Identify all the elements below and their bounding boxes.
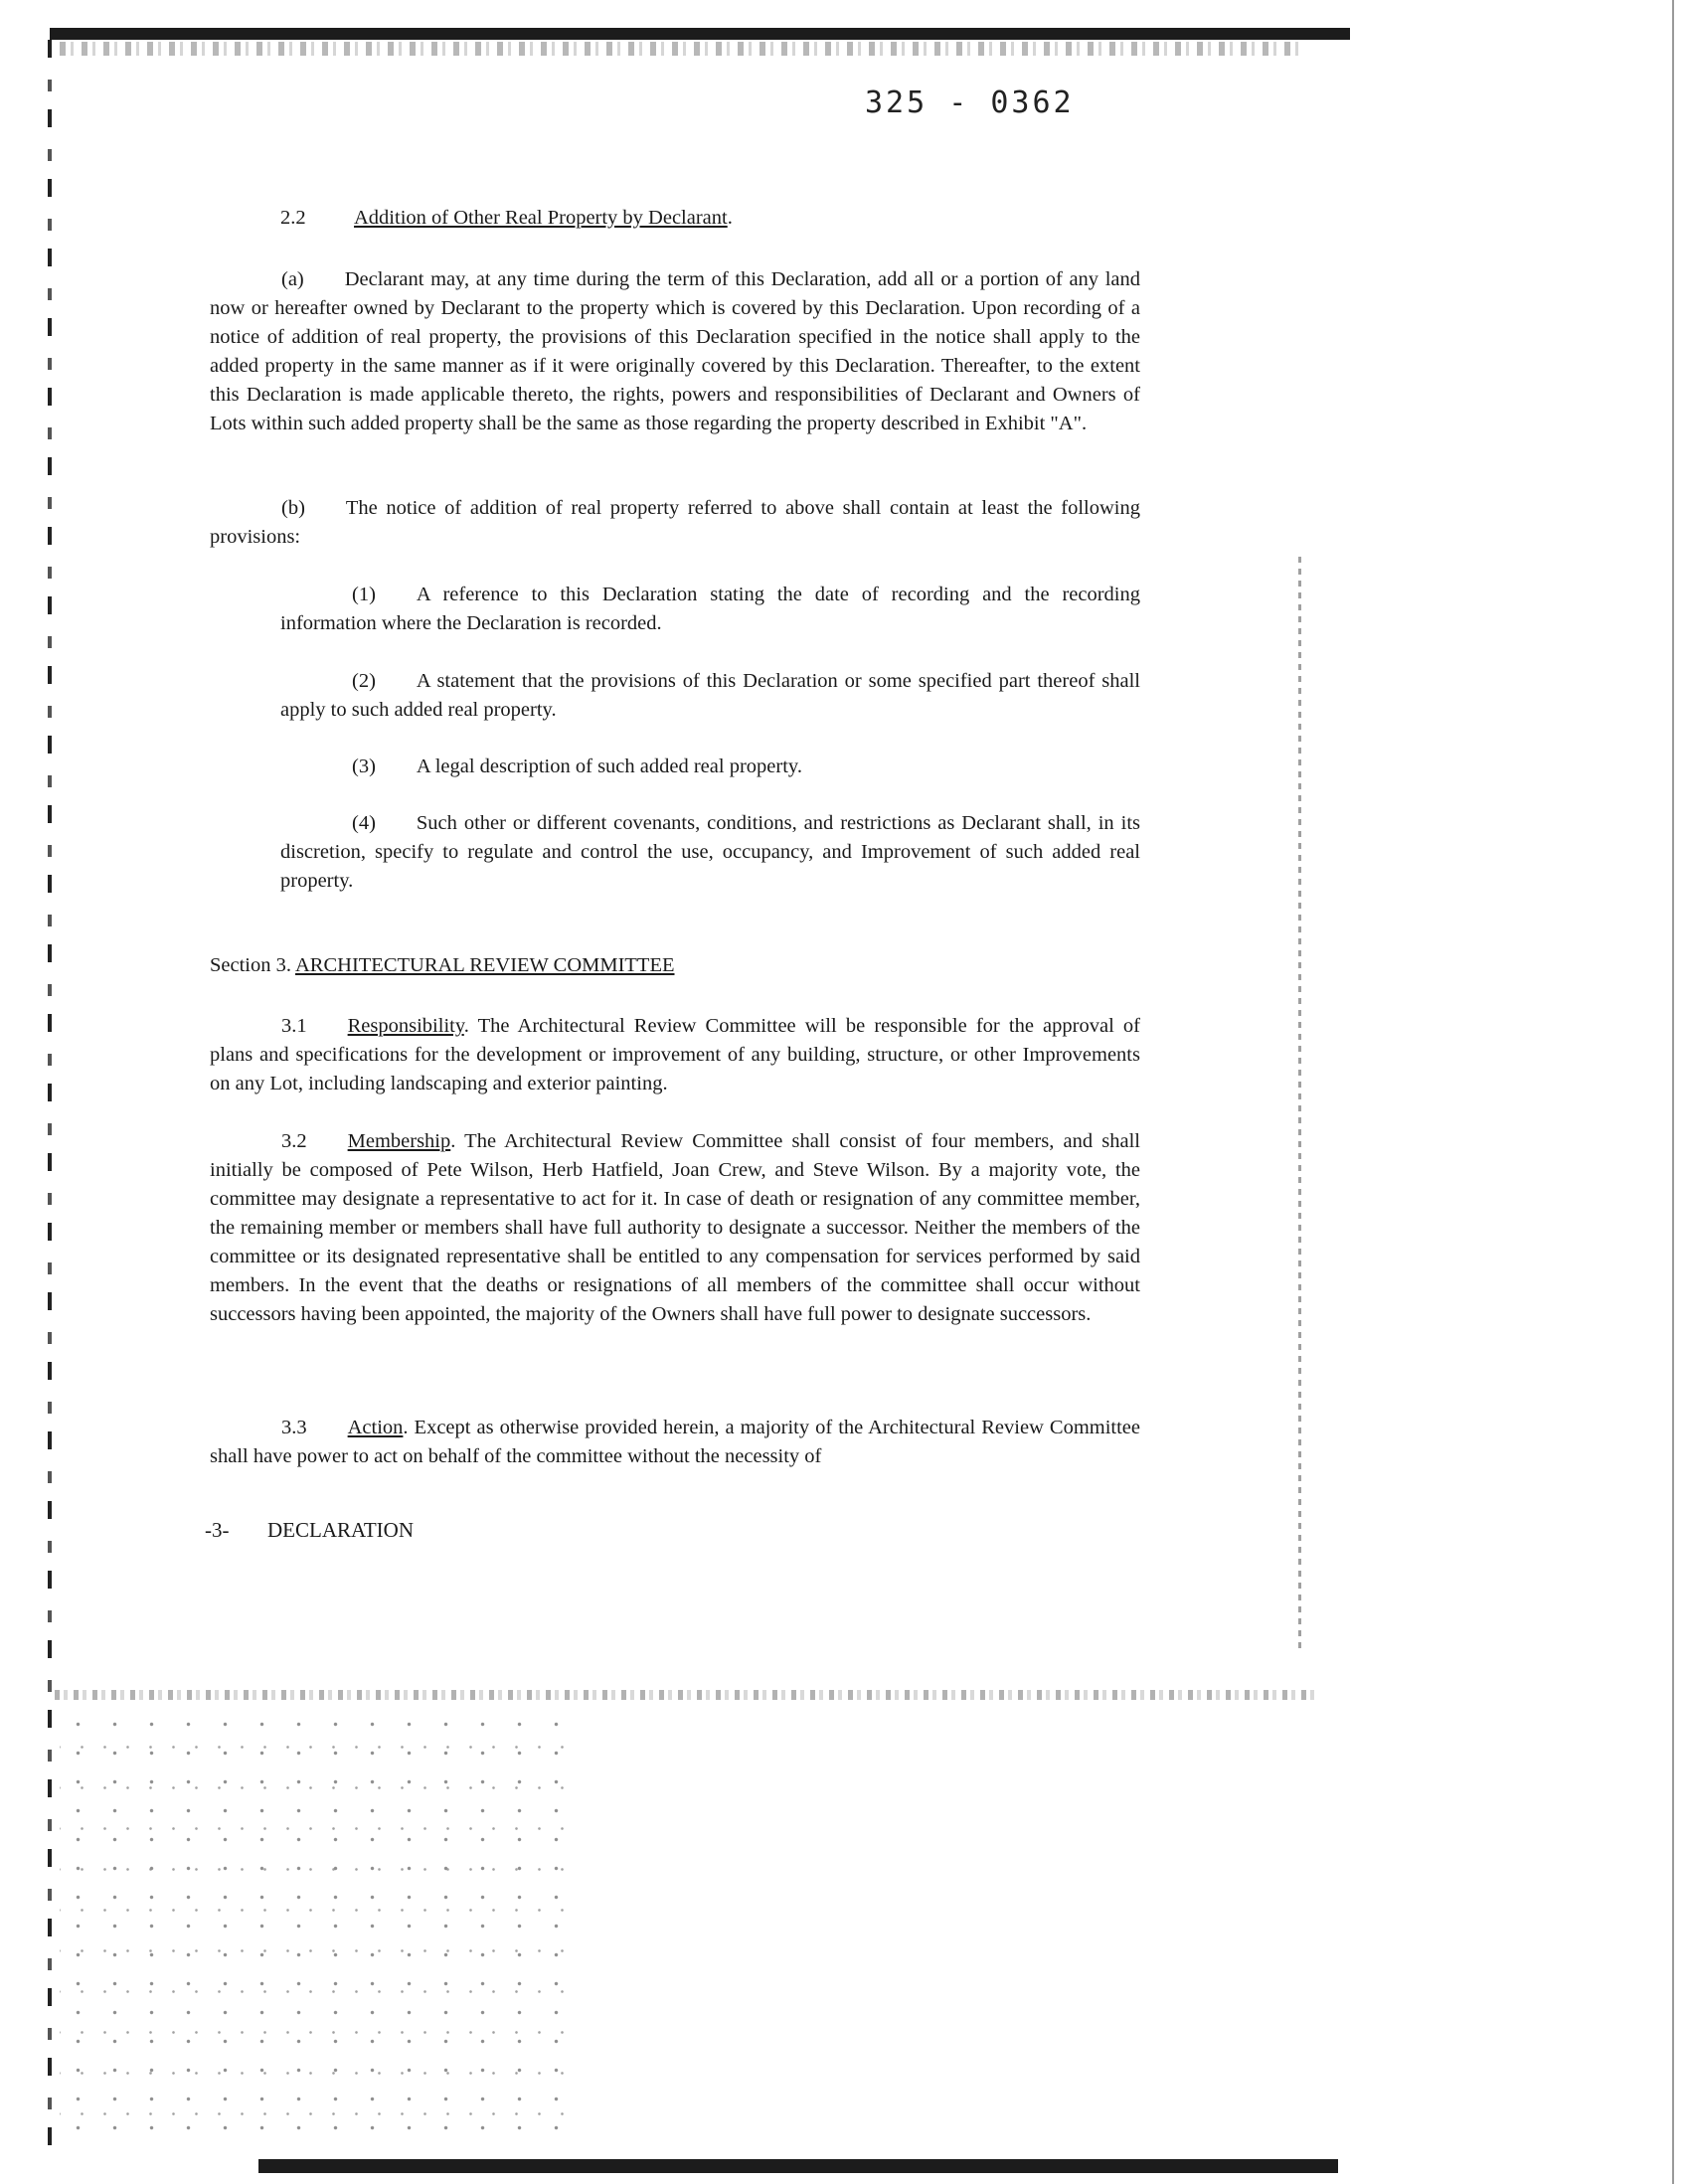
- paragraph-3-2: [210, 1127, 1140, 1329]
- section-3-heading: [210, 954, 675, 977]
- section-text: . Except as otherwise provided herein, a majority of the Architectural Review Committee shall have power to act on behalf of the committee without the necessity of: [210, 1417, 1140, 1467]
- section-number: 3.2: [281, 1130, 307, 1152]
- section-title: Membership: [347, 1130, 451, 1152]
- section-title: Addition of Other Real Property by Declarant: [354, 207, 728, 229]
- footer-label: DECLARATION: [267, 1518, 414, 1542]
- paragraph-3-1: [210, 1012, 1140, 1098]
- scan-border-left: [48, 40, 52, 2147]
- list-item-4: (4) Such other or different covenants, conditions, and restrictions as Declarant shall, in its discretion, specify to regulate and control the use, occupancy, and Improvement of such added real property.: [280, 812, 1140, 892]
- section-number: 3.1: [281, 1015, 307, 1037]
- scan-border-bottom: [258, 2159, 1338, 2173]
- section-title: ARCHITECTURAL REVIEW COMMITTEE: [295, 954, 675, 976]
- scan-border-right: [1298, 557, 1301, 1650]
- section-text: . The Architectural Review Committee will be responsible for the approval of plans and specifications for the development or improvement of any building, structure, or other Improvements on any Lot, including landscaping and exterior painting.: [210, 1015, 1140, 1094]
- scan-noise-top: [60, 42, 1302, 56]
- section-2-2-heading: 2.2 Addition of Other Real Property by Declarant.: [280, 207, 733, 229]
- page-footer: [205, 1518, 414, 1543]
- page-number: -3-: [205, 1518, 230, 1542]
- section-number: 3.3: [281, 1417, 307, 1438]
- paragraph-3-3: [210, 1414, 1140, 1471]
- section-title: Action: [347, 1417, 404, 1438]
- section-number: 2.2: [280, 207, 306, 229]
- document-number: 325 - 0362: [865, 85, 1075, 120]
- list-item-1: (1) A reference to this Declaration stating the date of recording and the recording information where the Declaration is recorded.: [280, 584, 1140, 634]
- list-item-3: (3) A legal description of such added real property.: [352, 756, 802, 777]
- section-prefix: Section 3.: [210, 954, 291, 976]
- scan-noise-lower: [55, 1690, 1317, 1700]
- paragraph-2-2-b: (b) The notice of addition of real property referred to above shall contain at least the following provisions:: [210, 497, 1140, 548]
- scan-border-top: [50, 28, 1350, 40]
- paragraph-2-2-a: (a) Declarant may, at any time during the term of this Declaration, add all or a portion of any land now or hereafter owned by Declarant to the property which is covered by this Declaration. Upon recording of a notice of addition of real property, the provisions of this Declaration specified in the notice shall apply to the added property in the same manner as if it were originally covered by this Declaration. Thereafter, to the extent this Declaration is made applicable thereto, the rights, powers and responsibilities of Declarant and Owners of Lots within such added property shall be the same as those regarding the property described in Exhibit "A".: [210, 268, 1140, 434]
- scan-speckle: [60, 1710, 577, 2147]
- section-title: Responsibility: [347, 1015, 464, 1037]
- list-item-2: (2) A statement that the provisions of this Declaration or some specified part thereof shall apply to such added real property.: [280, 670, 1140, 721]
- scan-edge-right: [1672, 0, 1674, 2184]
- section-text: . The Architectural Review Committee shall consist of four members, and shall initially be composed of Pete Wilson, Herb Hatfield, Joan Crew, and Steve Wilson. By a majority vote, the committee may designate a representative to act for it. In case of death or resignation of any committee member, the remaining member or members shall have full authority to designate a successor. Neither the members of the committee or its designated representative shall be entitled to any compensation for services performed by said members. In the event that the deaths or resignations of all members of the committee shall occur without successors having been appointed, the majority of the Owners shall have full power to designate successors.: [210, 1130, 1140, 1325]
